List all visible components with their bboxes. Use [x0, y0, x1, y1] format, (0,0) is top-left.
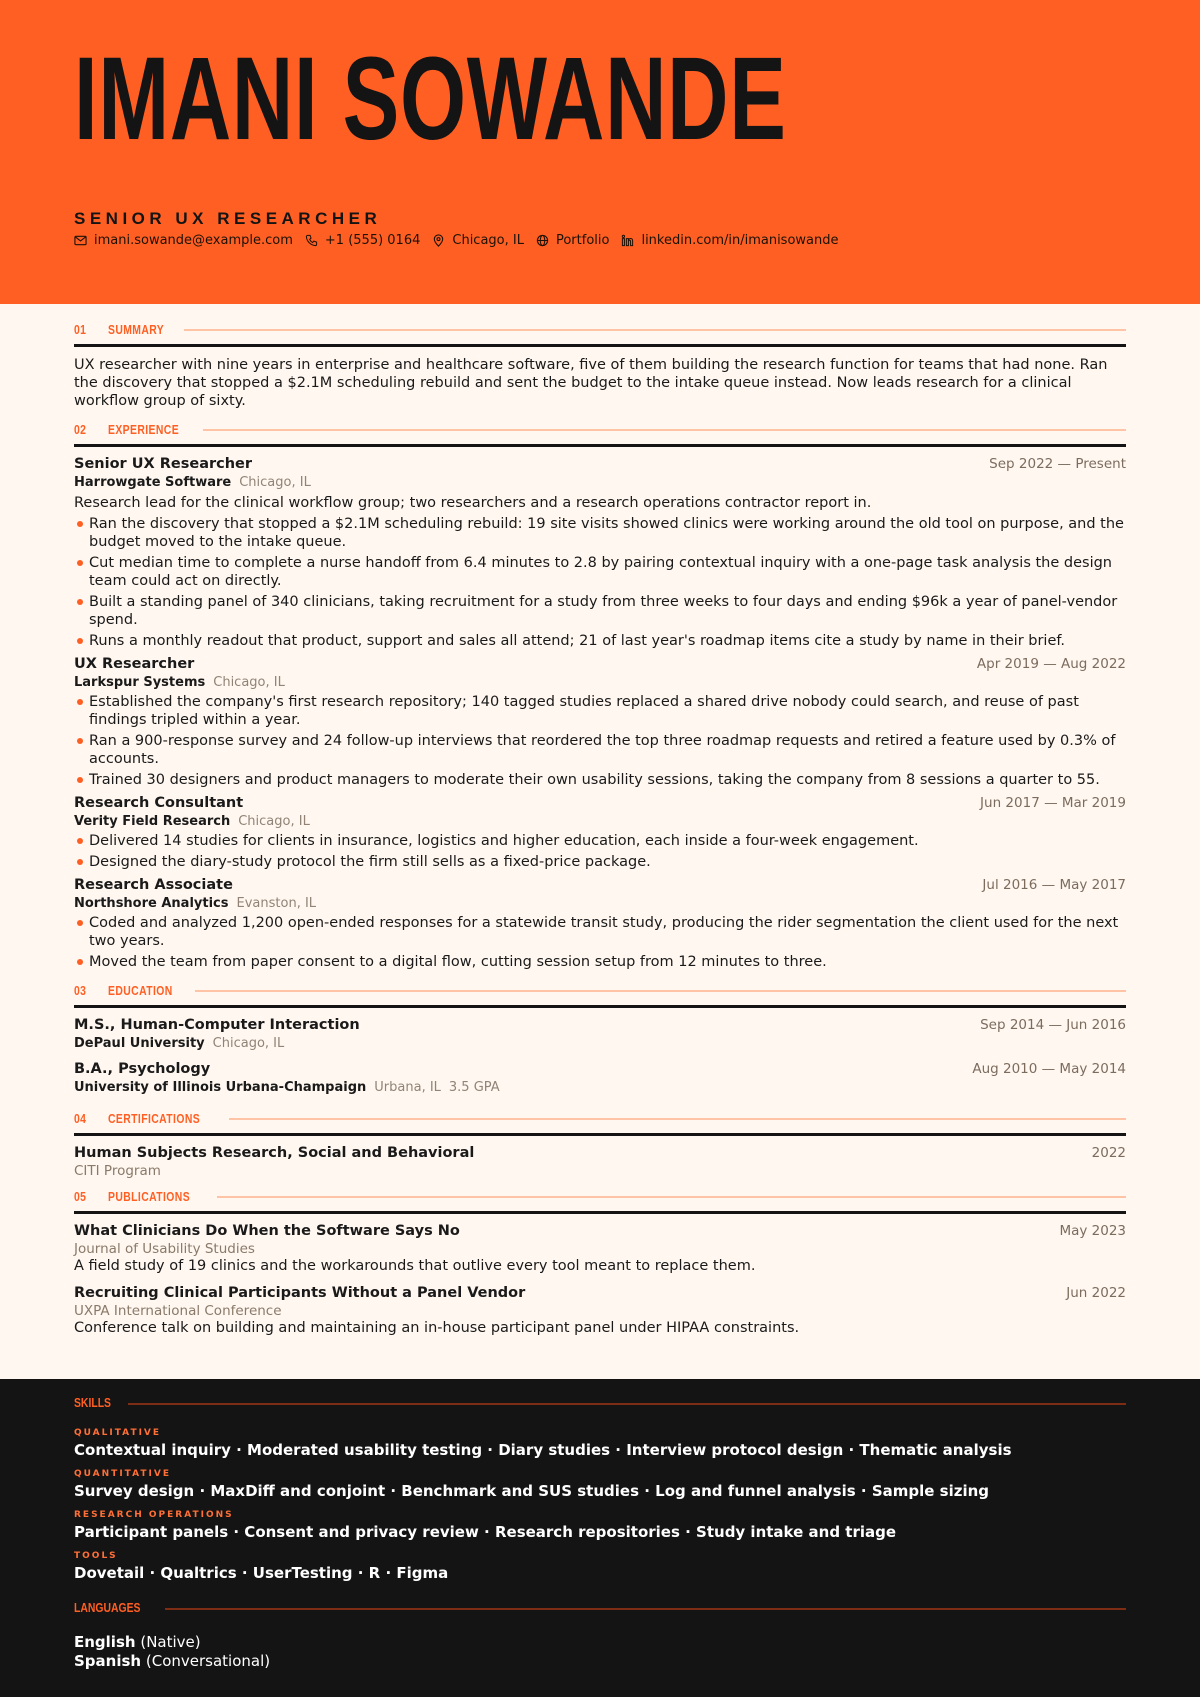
list-item: Ran a 900-response survey and 24 follow-up interviews that reordered the top three roadmap requests and retired a feature used by 0.3% of accounts.	[74, 732, 1126, 768]
publication-description: Conference talk on building and maintaining an in-house participant panel under HIPAA constraints.	[74, 1320, 800, 1336]
job-title: UX Researcher	[74, 656, 195, 672]
list-item: Runs a monthly readout that product, support and sales all attend; 21 of last year's roadmap items cite a study by name in their brief.	[74, 632, 1126, 650]
job-entry	[74, 656, 1126, 789]
skill-group	[0, 1428, 1200, 1459]
publication-date: Jun 2022	[1066, 1285, 1126, 1301]
section-rule	[74, 444, 1126, 447]
publication-title: Recruiting Clinical Participants Without a Panel Vendor	[74, 1285, 526, 1301]
skill-list: Dovetail · Qualtrics · UserTesting · R · Figma	[74, 1564, 449, 1582]
company-name: Harrowgate Software	[74, 475, 232, 490]
publication-venue: Journal of Usability Studies	[74, 1241, 255, 1257]
list-item: Coded and analyzed 1,200 open-ended responses for a statewide transit study, producing the rider segmentation the client used for the next two years.	[74, 914, 1126, 950]
skill-category: QUALITATIVE	[74, 1428, 162, 1438]
section-number: 02	[74, 421, 87, 437]
contact-email[interactable]	[74, 233, 293, 248]
skill-list: Participant panels · Consent and privacy review · Research repositories · Study intake and triage	[74, 1523, 897, 1541]
list-item: Established the company's first research repository; 140 tagged studies replaced a shared drive nobody could search, and reuse of past findings tripled within a year.	[74, 693, 1126, 729]
header	[0, 0, 1200, 304]
section-line	[184, 329, 1126, 331]
skills-footer	[0, 1379, 1200, 1697]
skill-group	[0, 1469, 1200, 1500]
list-item: Designed the diary-study protocol the firm still sells as a fixed-price package.	[74, 853, 1126, 871]
job-entry	[74, 456, 1126, 650]
school-location: Urbana, IL	[374, 1080, 441, 1095]
job-location: Chicago, IL	[239, 475, 311, 490]
school-name: DePaul University	[74, 1036, 205, 1051]
language-item	[0, 1633, 1200, 1652]
language-level: (Conversational)	[145, 1652, 271, 1670]
degree-title: M.S., Human-Computer Interaction	[74, 1017, 360, 1033]
section-rule	[74, 1211, 1126, 1214]
skill-list: Contextual inquiry · Moderated usability testing · Diary studies · Interview protocol design · Thematic analysis	[74, 1441, 1012, 1459]
education-entry	[74, 1061, 1126, 1095]
job-entry	[74, 795, 1126, 871]
language-item	[0, 1652, 1200, 1671]
skills-title: SKILLS	[74, 1395, 111, 1410]
languages-line	[165, 1608, 1126, 1610]
skill-category: RESEARCH OPERATIONS	[74, 1510, 234, 1520]
section-rule	[74, 1133, 1126, 1136]
section-header	[74, 1185, 1126, 1207]
contact-portfolio-text: Portfolio	[555, 233, 610, 248]
linkedin-icon	[621, 234, 634, 247]
globe-icon	[536, 234, 549, 247]
education-entry	[74, 1017, 1126, 1051]
skill-category: TOOLS	[74, 1551, 118, 1561]
language-level: (Native)	[140, 1633, 201, 1651]
section-number: 01	[74, 321, 87, 337]
skills-header	[0, 1395, 1200, 1410]
skills-line	[128, 1403, 1126, 1405]
contact-location	[432, 233, 524, 248]
language-name: Spanish	[74, 1652, 142, 1670]
section-header	[74, 418, 1126, 440]
language-name: English	[74, 1633, 136, 1651]
contact-bar	[74, 233, 851, 248]
section-line	[217, 1196, 1126, 1198]
school-location: Chicago, IL	[212, 1036, 285, 1051]
section-title: CERTIFICATIONS	[108, 1110, 201, 1126]
gpa: 3.5 GPA	[448, 1080, 500, 1095]
job-role: SENIOR UX RESEARCHER	[74, 209, 382, 228]
skill-category: QUANTITATIVE	[74, 1469, 171, 1479]
section-header	[74, 979, 1126, 1001]
publication-entry	[74, 1285, 1126, 1337]
main-content	[0, 318, 1200, 1337]
school-name: University of Illinois Urbana-Champaign	[74, 1080, 367, 1095]
section-line	[195, 990, 1126, 992]
job-location: Evanston, IL	[236, 896, 317, 911]
list-item: Built a standing panel of 340 clinicians, taking recruitment for a study from three weeks to four days and ending $96k a year of panel-vendor spend.	[74, 593, 1126, 629]
section-title: PUBLICATIONS	[108, 1188, 191, 1204]
section-number: 04	[74, 1110, 87, 1126]
certification-entry	[74, 1145, 1126, 1179]
contact-location-text: Chicago, IL	[452, 233, 524, 248]
job-dates: Apr 2019 — Aug 2022	[976, 656, 1126, 672]
section-header	[74, 318, 1126, 340]
publication-venue: UXPA International Conference	[74, 1303, 282, 1319]
publication-entry	[74, 1223, 1126, 1275]
list-item: Cut median time to complete a nurse handoff from 6.4 minutes to 2.8 by pairing contextual inquiry with a one-page task analysis the design team could act on directly.	[74, 554, 1126, 590]
list-item: Ran the discovery that stopped a $2.1M scheduling rebuild: 19 site visits showed clinics were working around the old tool on purpose, and the budget moved to the intake queue.	[74, 515, 1126, 551]
list-item: Trained 30 designers and product managers to moderate their own usability sessions, taking the company from 8 sessions a quarter to 55.	[74, 771, 1126, 789]
company-name: Northshore Analytics	[74, 896, 229, 911]
section-publications	[74, 1185, 1126, 1337]
contact-linkedin-text: linkedin.com/in/imanisowande	[641, 233, 839, 248]
job-location: Chicago, IL	[238, 814, 310, 829]
education-dates: Sep 2014 — Jun 2016	[980, 1017, 1126, 1033]
contact-portfolio[interactable]	[536, 233, 609, 248]
certification-name: Human Subjects Research, Social and Behavioral	[74, 1145, 475, 1161]
skill-group	[0, 1510, 1200, 1541]
degree-title: B.A., Psychology	[74, 1061, 211, 1077]
company-name: Larkspur Systems	[74, 675, 206, 690]
job-title: Research Consultant	[74, 795, 244, 811]
section-header	[74, 1107, 1126, 1129]
section-education	[74, 979, 1126, 1095]
job-intro: Research lead for the clinical workflow group; two researchers and a research operations contractor report in.	[74, 495, 872, 511]
section-line	[203, 429, 1126, 431]
publication-title: What Clinicians Do When the Software Says No	[74, 1223, 460, 1239]
location-icon	[432, 234, 445, 247]
section-title: SUMMARY	[108, 321, 165, 337]
contact-phone[interactable]	[305, 233, 420, 248]
section-number: 05	[74, 1188, 87, 1204]
section-experience	[74, 418, 1126, 971]
job-bullets	[74, 914, 1126, 971]
publication-description: A field study of 19 clinics and the workarounds that outlive every tool meant to replace them.	[74, 1258, 756, 1274]
languages-list	[0, 1633, 1200, 1671]
section-certifications	[74, 1107, 1126, 1179]
section-rule	[74, 344, 1126, 347]
education-dates: Aug 2010 — May 2014	[972, 1061, 1126, 1077]
section-summary	[74, 318, 1126, 410]
contact-email-text: imani.sowande@example.com	[94, 233, 293, 248]
list-item: Moved the team from paper consent to a digital flow, cutting session setup from 12 minutes to three.	[74, 953, 1126, 971]
company-name: Verity Field Research	[74, 814, 231, 829]
contact-linkedin[interactable]	[621, 233, 838, 248]
job-location: Chicago, IL	[213, 675, 285, 690]
publication-date: May 2023	[1059, 1223, 1126, 1239]
languages-header	[0, 1600, 1200, 1615]
skill-group	[0, 1551, 1200, 1582]
phone-icon	[305, 234, 318, 247]
job-dates: Jun 2017 — Mar 2019	[980, 795, 1126, 811]
section-title: EXPERIENCE	[108, 421, 180, 437]
section-number: 03	[74, 982, 87, 998]
section-title: EDUCATION	[108, 982, 173, 998]
job-dates: Jul 2016 — May 2017	[982, 877, 1126, 893]
job-title: Research Associate	[74, 877, 233, 893]
candidate-name: IMANI SOWANDE	[74, 33, 787, 165]
job-bullets	[74, 515, 1126, 650]
section-rule	[74, 1005, 1126, 1008]
list-item: Delivered 14 studies for clients in insurance, logistics and higher education, each inside a four-week engagement.	[74, 832, 1126, 850]
section-line	[229, 1118, 1126, 1120]
job-dates: Sep 2022 — Present	[989, 456, 1126, 472]
job-bullets	[74, 693, 1126, 789]
job-bullets	[74, 832, 1126, 871]
contact-phone-text: +1 (555) 0164	[324, 233, 421, 248]
languages-title: LANGUAGES	[74, 1600, 141, 1615]
job-entry	[74, 877, 1126, 971]
mail-icon	[74, 234, 87, 247]
skill-list: Survey design · MaxDiff and conjoint · Benchmark and SUS studies · Log and funnel analysis · Sample sizing	[74, 1482, 989, 1500]
certification-year: 2022	[1091, 1145, 1126, 1161]
job-title: Senior UX Researcher	[74, 456, 253, 472]
summary-text: UX researcher with nine years in enterprise and healthcare software, five of them building the research function for teams that had none. Ran the discovery that stopped a $2.1M scheduling rebuild and sent the budget to the intake queue instead. Now leads research for a clinical workflow group of sixty.	[74, 357, 1108, 409]
certification-issuer: CITI Program	[74, 1163, 161, 1179]
